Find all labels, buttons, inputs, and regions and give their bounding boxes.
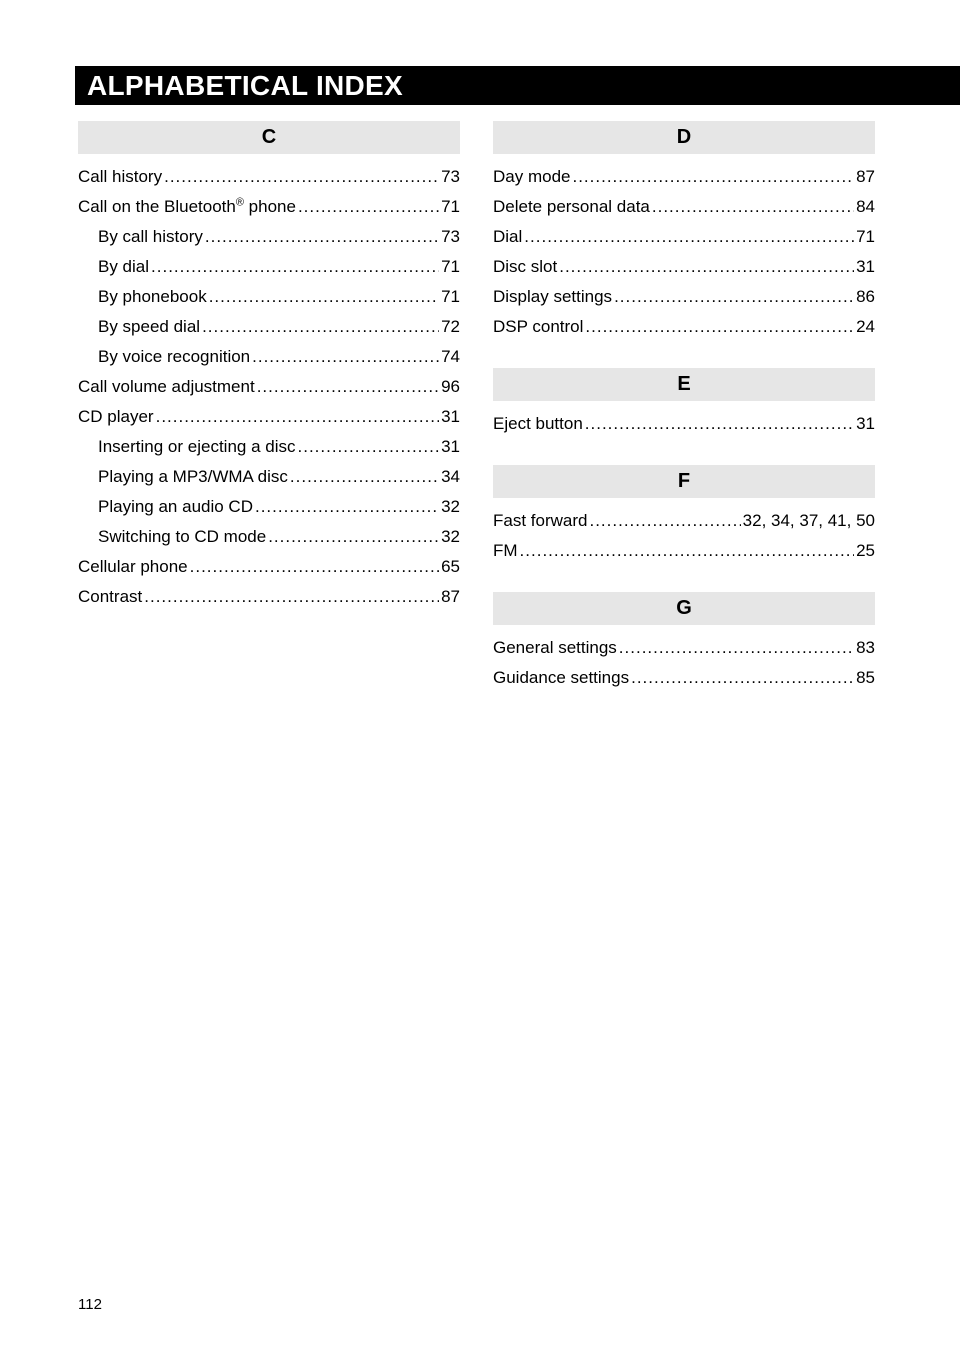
index-subentry-by-speed-dial[interactable]: By speed dial ..... 72 — [78, 313, 460, 343]
index-entry-eject-button[interactable]: Eject button ..... 31 — [493, 410, 875, 440]
page-number: 112 — [78, 1296, 102, 1313]
index-entry-fm[interactable]: FM ..... 25 — [493, 537, 875, 567]
index-section-f — [493, 465, 875, 567]
index-entry-contrast[interactable]: Contrast ..... 87 — [78, 583, 460, 613]
page-title: ALPHABETICAL INDEX — [87, 70, 404, 101]
index-entry-display-settings[interactable]: Display settings ..... 86 — [493, 283, 875, 313]
index-entry-delete-personal-data[interactable]: Delete personal data ..... 84 — [493, 193, 875, 223]
section-letter-d: D — [493, 121, 875, 154]
index-subentry-switching-cd-mode[interactable]: Switching to CD mode ..... 32 — [78, 523, 460, 553]
index-section-d — [493, 121, 875, 343]
index-entry-disc-slot[interactable]: Disc slot ..... 31 — [493, 253, 875, 283]
index-column-left — [78, 121, 460, 638]
index-entry-dial[interactable]: Dial ..... 71 — [493, 223, 875, 253]
index-entry-dsp-control[interactable]: DSP control ..... 24 — [493, 313, 875, 343]
section-letter-f: F — [493, 465, 875, 498]
index-entry-day-mode[interactable]: Day mode ..... 87 — [493, 163, 875, 193]
section-letter-e: E — [493, 368, 875, 401]
index-subentry-inserting-ejecting-disc[interactable]: Inserting or ejecting a disc ..... 31 — [78, 433, 460, 463]
index-entry-general-settings[interactable]: General settings ..... 83 — [493, 634, 875, 664]
index-section-g — [493, 592, 875, 694]
section-letter-g: G — [493, 592, 875, 625]
index-subentry-playing-mp3-wma[interactable]: Playing a MP3/WMA disc ..... 34 — [78, 463, 460, 493]
index-subentry-by-dial[interactable]: By dial ..... 71 — [78, 253, 460, 283]
index-subentry-by-phonebook[interactable]: By phonebook ..... 71 — [78, 283, 460, 313]
index-entry-guidance-settings[interactable]: Guidance settings ..... 85 — [493, 664, 875, 694]
section-letter-c: C — [78, 121, 460, 154]
index-entry-cellular-phone[interactable]: Cellular phone ..... 65 — [78, 553, 460, 583]
index-subentry-by-voice-recognition[interactable]: By voice recognition ..... 74 — [78, 343, 460, 373]
index-section-e — [493, 368, 875, 440]
index-entry-call-history[interactable]: Call history ..... 73 — [78, 163, 460, 193]
registered-mark: ® — [235, 196, 244, 209]
index-section-c — [78, 121, 460, 613]
index-header — [75, 66, 960, 105]
index-entry-cd-player[interactable]: CD player ..... 31 — [78, 403, 460, 433]
index-subentry-playing-audio-cd[interactable]: Playing an audio CD ..... 32 — [78, 493, 460, 523]
index-entry-call-on-bluetooth[interactable]: Call on the Bluetooth® phone ..... 71 — [78, 193, 460, 223]
index-entry-fast-forward[interactable]: Fast forward ..... 32, 34, 37, 41, 50 — [493, 507, 875, 537]
index-subentry-by-call-history[interactable]: By call history ..... 73 — [78, 223, 460, 253]
index-entry-call-volume-adjustment[interactable]: Call volume adjustment ..... 96 — [78, 373, 460, 403]
index-column-right — [493, 121, 875, 719]
